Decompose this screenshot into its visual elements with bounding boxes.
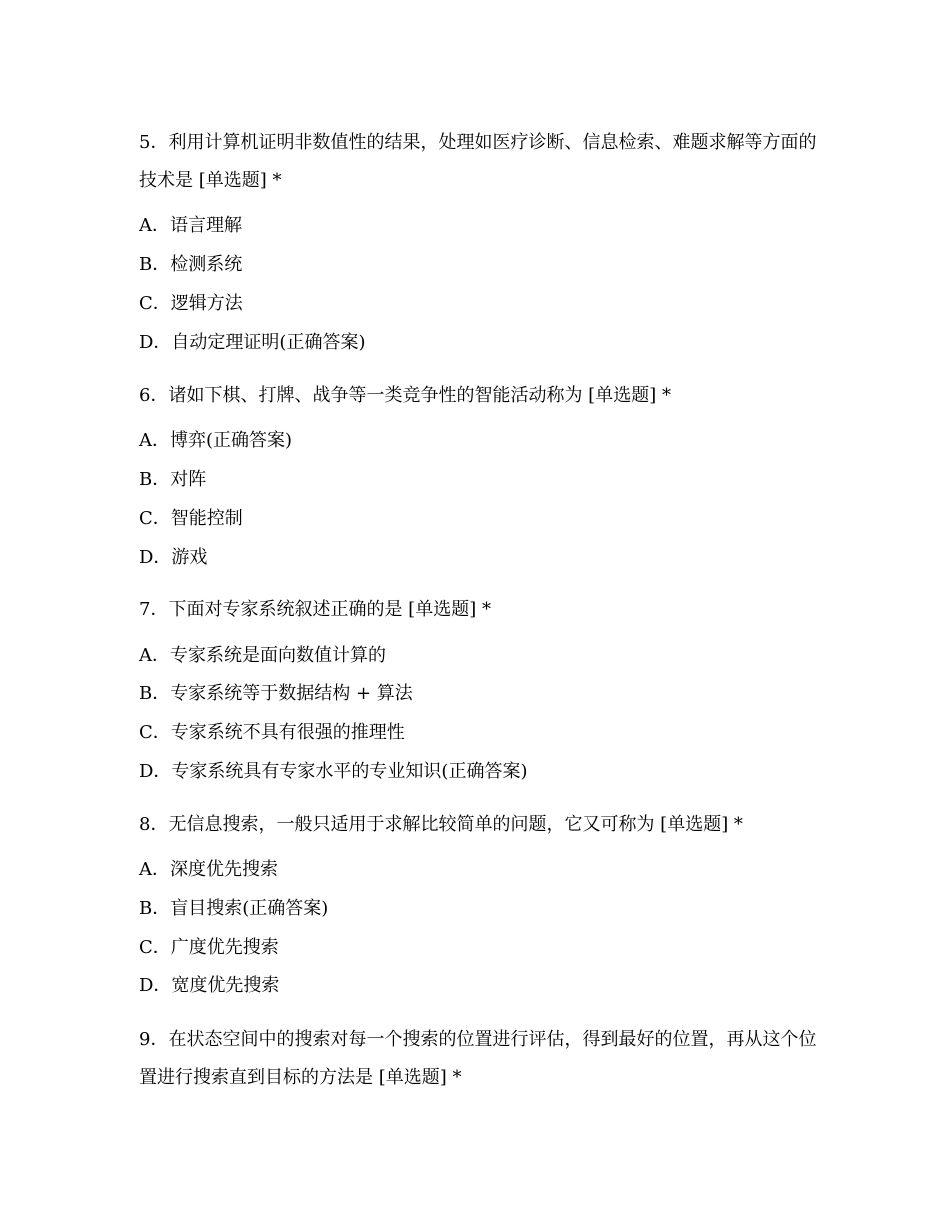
question-7-stem: 7．下面对专家系统叙述正确的是 [单选题] * xyxy=(139,599,491,620)
question-6-option-c: C．智能控制 xyxy=(139,508,243,529)
question-5-option-b: B．检测系统 xyxy=(139,254,243,275)
question-5-option-a: A．语言理解 xyxy=(139,215,242,236)
question-7-option-b: B．专家系统等于数据结构 + 算法 xyxy=(139,683,413,704)
question-9-stem: 9．在状态空间中的搜索对每一个搜索的位置进行评估，得到最好的位置，再从这个位置进行搜索直到目标的方法是 [单选题] * xyxy=(139,1029,817,1088)
question-6-option-a: A．博弈(正确答案) xyxy=(139,430,293,451)
question-6-option-b: B．对阵 xyxy=(139,469,207,490)
question-7-option-d: D．专家系统具有专家水平的专业知识(正确答案) xyxy=(139,761,528,782)
question-7-option-a: A．专家系统是面向数值计算的 xyxy=(139,645,386,666)
question-8-option-d: D．宽度优先搜索 xyxy=(139,975,280,996)
question-6-option-d: D．游戏 xyxy=(139,547,208,568)
question-6-stem: 6．诸如下棋、打牌、战争等一类竞争性的智能活动称为 [单选题] * xyxy=(139,385,671,406)
question-8-option-a: A．深度优先搜索 xyxy=(139,859,278,880)
question-8-stem: 8．无信息搜索，一般只适用于求解比较简单的问题，它又可称为 [单选题] * xyxy=(139,814,743,835)
question-5-option-d: D．自动定理证明(正确答案) xyxy=(139,332,366,353)
question-5-option-c: C．逻辑方法 xyxy=(139,293,243,314)
question-8-option-b: B．盲目搜索(正确答案) xyxy=(139,898,329,919)
question-7-option-c: C．专家系统不具有很强的推理性 xyxy=(139,722,405,743)
question-5-stem: 5．利用计算机证明非数值性的结果，处理如医疗诊断、信息检索、难题求解等方面的技术是 [单选题] * xyxy=(139,132,817,191)
question-8-option-c: C．广度优先搜索 xyxy=(139,937,279,958)
